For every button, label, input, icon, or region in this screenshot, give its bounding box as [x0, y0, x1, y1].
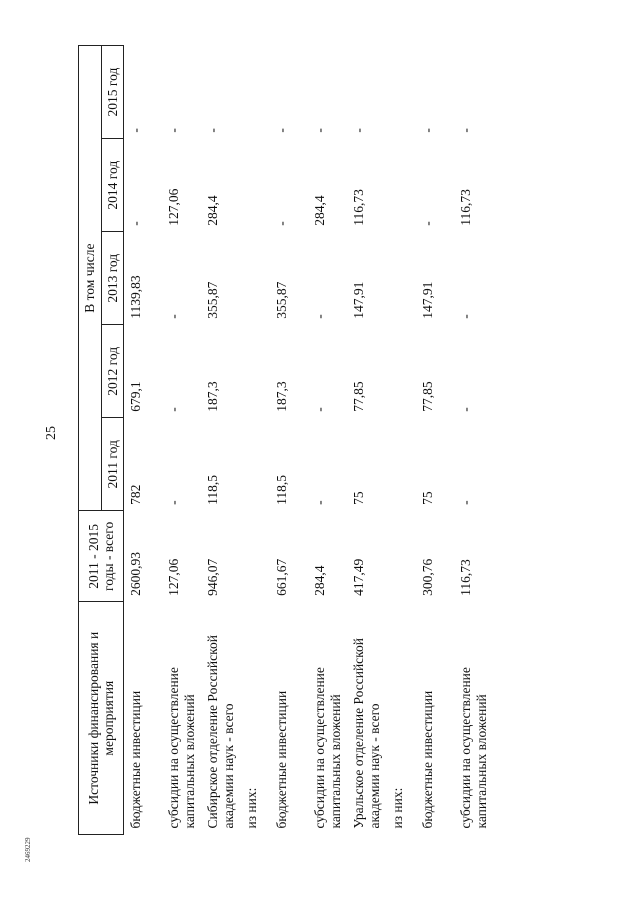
table-row — [386, 46, 416, 835]
row-year-value: - — [166, 407, 182, 412]
row-year-value — [386, 325, 416, 418]
row-label: субсидии на осуществление капитальных вложений — [312, 667, 343, 829]
row-year-value — [240, 232, 270, 325]
row-year-value: 118,5 — [205, 474, 221, 505]
row-year-value: 355,87 — [205, 281, 221, 319]
row-year-value: - — [420, 128, 436, 133]
row-year-value — [240, 418, 270, 511]
row-total: 300,76 — [420, 558, 436, 596]
row-label: бюджетные инвестиции — [274, 690, 290, 829]
row-year-value: - — [458, 314, 474, 319]
page-number: 25 — [44, 426, 59, 440]
row-label: Уральское отделение Российской академии наук - всего — [351, 637, 382, 829]
row-total: 946,07 — [205, 558, 221, 596]
row-total: 127,06 — [166, 558, 182, 596]
row-year-value: - — [128, 221, 144, 226]
row-year-value: - — [458, 407, 474, 412]
row-year-value — [386, 418, 416, 511]
row-total: 2600,93 — [128, 552, 144, 596]
row-year-value — [386, 232, 416, 325]
row-year-value: 75 — [420, 491, 436, 505]
row-year-value: - — [166, 128, 182, 133]
row-year-value: - — [128, 128, 144, 133]
row-label: бюджетные инвестиции — [128, 690, 144, 829]
header-including: В том числе — [79, 46, 102, 511]
document-code: 2469229 — [24, 837, 32, 862]
row-year-value: - — [312, 407, 328, 412]
row-total — [240, 511, 270, 602]
funding-table — [78, 45, 493, 835]
row-label: субсидии на осуществление капитальных вложений — [166, 667, 197, 829]
header-year: 2014 год — [101, 139, 124, 232]
row-year-value: 187,3 — [274, 381, 290, 412]
row-year-value: 284,4 — [205, 195, 221, 226]
row-year-value: - — [420, 221, 436, 226]
row-year-value — [240, 139, 270, 232]
row-year-value: 75 — [351, 491, 367, 505]
header-source: Источники финансирования и мероприятия — [79, 602, 124, 835]
table-row — [162, 46, 201, 835]
table-row — [454, 46, 493, 835]
row-label: субсидии на осуществление капитальных вложений — [458, 667, 489, 829]
row-year-value: - — [166, 500, 182, 505]
row-year-value: 147,91 — [351, 281, 367, 319]
row-year-value: 187,3 — [205, 381, 221, 412]
row-year-value: - — [351, 128, 367, 133]
row-year-value — [386, 139, 416, 232]
row-year-value: 355,87 — [274, 281, 290, 319]
table-row — [308, 46, 347, 835]
row-year-value: - — [274, 128, 290, 133]
table-row — [240, 46, 270, 835]
rotated-table-container — [78, 45, 538, 835]
row-year-value: 118,5 — [274, 474, 290, 505]
row-year-value: - — [274, 221, 290, 226]
row-year-value: - — [312, 128, 328, 133]
row-year-value: 284,4 — [312, 195, 328, 226]
row-year-value: - — [205, 128, 221, 133]
row-year-value: 782 — [128, 484, 144, 505]
header-year: 2012 год — [101, 325, 124, 418]
table-body — [124, 46, 494, 835]
header-total: 2011 - 2015 годы - всего — [79, 511, 124, 602]
table-row — [347, 46, 386, 835]
header-year: 2015 год — [101, 46, 124, 139]
row-label: из них: — [244, 787, 260, 829]
row-year-value — [386, 46, 416, 139]
row-total — [386, 511, 416, 602]
row-year-value: - — [312, 500, 328, 505]
table-row — [124, 46, 163, 835]
row-total: 417,49 — [351, 558, 367, 596]
row-year-value: 77,85 — [420, 381, 436, 412]
row-label: Сибирское отделение Российской академии наук - всего — [205, 635, 236, 829]
row-year-value: 127,06 — [166, 188, 182, 226]
table-row — [270, 46, 308, 835]
row-label: из них: — [390, 787, 406, 829]
row-year-value: - — [458, 500, 474, 505]
row-total: 284,4 — [312, 565, 328, 596]
row-year-value — [240, 325, 270, 418]
row-total: 116,73 — [458, 559, 474, 596]
table-row — [416, 46, 454, 835]
header-row — [79, 46, 102, 835]
row-year-value: 116,73 — [458, 189, 474, 226]
row-year-value: - — [458, 128, 474, 133]
row-year-value: 77,85 — [351, 381, 367, 412]
header-year: 2013 год — [101, 232, 124, 325]
header-year: 2011 год — [101, 418, 124, 511]
row-year-value: 679,1 — [128, 381, 144, 412]
row-year-value: 116,73 — [351, 189, 367, 226]
row-year-value: - — [166, 314, 182, 319]
row-year-value — [240, 46, 270, 139]
row-year-value: - — [312, 314, 328, 319]
row-year-value: 147,91 — [420, 281, 436, 319]
row-year-value: 1139,83 — [128, 275, 144, 319]
table-row — [201, 46, 240, 835]
row-total: 661,67 — [274, 558, 290, 596]
row-label: бюджетные инвестиции — [420, 690, 436, 829]
